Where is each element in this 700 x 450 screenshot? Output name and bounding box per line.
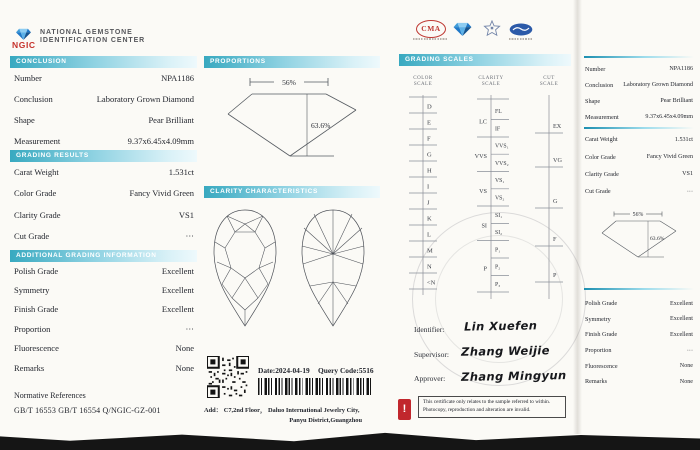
color-scale-item: J — [427, 199, 430, 207]
warning-text: This certificate only relates to the sample referred to within. Photocopy, reproduction and alteration are invalid. — [418, 396, 566, 418]
field-label: Carat Weight — [14, 166, 59, 177]
row-carat-weight — [14, 161, 194, 183]
section-header-proportions: PROPORTIONS — [204, 56, 380, 68]
brand-name — [40, 29, 145, 44]
field-value: Fancy Vivid Green — [129, 188, 194, 199]
stub-table-percent: 56% — [632, 211, 644, 218]
color-scale-item: G — [427, 151, 432, 159]
clarity-group-label: SI — [481, 222, 487, 230]
field-label: Cut Grade — [14, 231, 50, 242]
row-shape — [14, 109, 194, 130]
field-label: Polish Grade — [585, 300, 618, 308]
field-value: Pear Brilliant — [148, 114, 194, 125]
clarity-sub-item: IF — [495, 126, 501, 133]
clarity-sub-item: VS₁ — [495, 178, 505, 185]
section-header-conclusion: CONCLUSION — [10, 56, 197, 68]
row-cut-grade — [14, 226, 194, 248]
normative-refs: GB/T 16553 GB/T 16554 Q/NGIC-GZ-001 — [14, 406, 161, 415]
field-label: Shape — [14, 114, 35, 125]
brand-name-line1: NATIONAL GEMSTONE — [40, 29, 133, 36]
field-label: Finish Grade — [585, 331, 618, 339]
section-header-grading: GRADING RESULTS — [10, 150, 197, 162]
field-value: Excellent — [161, 265, 194, 276]
address-label: Add： — [204, 407, 223, 414]
oval-badge-caption — [509, 38, 533, 40]
stub-divider — [584, 56, 694, 58]
field-value: ··· — [686, 347, 693, 354]
row-measurement — [14, 130, 194, 151]
approver-signature: Zhang Mingyun — [460, 368, 567, 384]
pear-crown-diagram — [214, 210, 276, 326]
clarity-sub-item: SI₁ — [495, 212, 503, 219]
identifier-signature: Lin Xuefen — [463, 318, 538, 334]
star-badge — [483, 20, 501, 37]
field-value: Excellent — [161, 285, 194, 296]
conclusion-rows — [14, 67, 194, 151]
clarity-sub-item: FL — [495, 109, 502, 115]
fold-crease — [573, 0, 582, 434]
brand-name-line2: IDENTIFICATION CENTER — [40, 36, 146, 44]
field-value: Pear Brilliant — [660, 98, 693, 104]
field-label: Fluorescence — [585, 362, 618, 370]
field-value: Fancy Vivid Green — [646, 154, 693, 161]
field-label: Shape — [585, 97, 601, 105]
address-line2: Panyu District,Guangzhou — [289, 417, 362, 424]
additional-rows — [14, 261, 194, 377]
brand-logo-text: NGIC — [12, 40, 36, 50]
qr-code — [207, 356, 249, 398]
table-percent-label: 56% — [282, 78, 296, 87]
section-header-additional: ADDITIONAL GRADING INFORMATION — [10, 250, 197, 262]
field-label: Color Grade — [14, 188, 57, 199]
field-label: Symmetry — [585, 315, 611, 323]
photo-edge — [0, 428, 700, 450]
field-label: Cut Grade — [585, 188, 611, 196]
field-value: Excellent — [669, 316, 693, 323]
field-value: VS1 — [682, 171, 693, 178]
field-label: Measurement — [585, 113, 619, 121]
field-value: ··· — [686, 188, 693, 195]
field-value: Excellent — [161, 304, 194, 315]
cma-badge: CMA — [416, 20, 446, 38]
field-label: Proportion — [585, 347, 612, 355]
pear-pavilion-diagram — [302, 210, 364, 326]
color-scale-item: K — [427, 215, 432, 223]
row-color-grade — [14, 183, 194, 205]
clarity-sub-item: SI₂ — [495, 230, 503, 237]
field-value: NPA1186 — [161, 72, 194, 83]
stub-extra-rows — [585, 296, 693, 390]
field-label: Symmetry — [14, 285, 50, 296]
warning-icon: ! — [398, 399, 411, 420]
address-line1: Add： C7,2nd Floor， Daluo International Jewelry City, — [204, 407, 360, 414]
field-value: ··· — [185, 323, 194, 334]
stub-divider — [584, 127, 694, 129]
query-code: Query Code:5516 — [318, 366, 374, 375]
stamp-watermark — [412, 212, 586, 386]
field-value: NPA1186 — [669, 66, 693, 72]
field-value: ··· — [185, 231, 194, 242]
row-polish — [14, 261, 194, 280]
color-scale-item: M — [427, 247, 433, 255]
cut-scale-item: P — [553, 272, 557, 279]
field-label: Conclusion — [585, 81, 614, 89]
field-label: Color Grade — [585, 153, 616, 161]
field-label: Remarks — [585, 378, 607, 386]
field-label: Measurement — [14, 135, 61, 146]
clarity-sub-item: P₃ — [495, 282, 501, 288]
cut-scale-item: F — [553, 236, 557, 243]
supervisor-label: Supervisor: — [414, 350, 450, 359]
field-value: None — [679, 378, 693, 385]
cut-scale-item: VG — [553, 157, 562, 164]
diamond-badge — [453, 20, 472, 37]
row-number — [14, 67, 194, 88]
ngic-diamond-icon — [16, 26, 31, 41]
color-scale-item: H — [427, 167, 432, 175]
field-value: Laboratory Grown Diamond — [623, 82, 693, 88]
stub-divider — [584, 288, 694, 290]
field-label: Number — [585, 65, 606, 73]
row-remarks — [14, 358, 194, 377]
row-finish — [14, 300, 194, 319]
approver-label: Approver: — [414, 374, 446, 383]
cut-scale-item: G — [553, 198, 558, 205]
field-value: 1.531ct — [168, 166, 194, 177]
field-value: None — [175, 362, 194, 373]
clarity-group-label: LC — [479, 118, 487, 126]
cma-badge-caption — [413, 38, 447, 40]
normative-title: Normative References — [14, 391, 86, 400]
color-scale-title: COLOR SCALE — [413, 76, 433, 87]
row-clarity-grade — [14, 204, 194, 226]
color-scale-item: N — [427, 263, 432, 271]
field-label: Proportion — [14, 323, 51, 334]
color-scale-item: L — [427, 231, 431, 239]
identifier-label: Identifier: — [414, 325, 445, 334]
clarity-sub-item: P₂ — [495, 264, 501, 271]
barcode — [258, 378, 371, 395]
clarity-sub-item: VS₂ — [495, 195, 505, 202]
field-label: Polish Grade — [14, 265, 59, 276]
field-value: 9.37x6.45x4.09mm — [127, 135, 194, 146]
stub-info-rows — [585, 61, 693, 125]
clarity-scale-title: CLARITY SCALE — [478, 76, 504, 87]
field-value: Laboratory Grown Diamond — [96, 93, 194, 104]
stub-proportions-diagram — [592, 207, 687, 265]
field-value: None — [679, 363, 693, 370]
color-scale-item: D — [427, 103, 432, 111]
clarity-sub-item: VVS₁ — [495, 143, 509, 150]
depth-percent-label: 63.6% — [311, 121, 331, 130]
cut-scale-title: CUT SCALE — [539, 76, 559, 87]
field-value: Excellent — [669, 300, 693, 307]
field-label: Fluorescence — [14, 343, 59, 354]
issue-date: Date:2024-04-19 — [258, 366, 310, 375]
color-scale-item: F — [427, 135, 431, 143]
row-proportion — [14, 319, 194, 338]
grading-rows — [14, 161, 194, 247]
field-value: Excellent — [669, 331, 693, 338]
clarity-sub-item: VVS₂ — [495, 160, 509, 167]
color-scale-item: E — [427, 119, 431, 127]
cut-scale-item: EX — [553, 123, 562, 130]
clarity-sub-item: P₁ — [495, 247, 501, 254]
section-header-scales: GRADING SCALES — [399, 54, 571, 66]
oval-badge — [509, 23, 533, 36]
clarity-group-label: P — [483, 265, 487, 273]
field-label: Finish Grade — [14, 304, 59, 315]
clarity-group-label: VVS — [474, 153, 487, 161]
field-label: Carat Weight — [585, 136, 618, 144]
field-label: Clarity Grade — [585, 170, 619, 178]
supervisor-signature: Zhang Weijie — [460, 343, 551, 359]
field-value: VS1 — [178, 209, 194, 220]
section-header-clarity: CLARITY CHARACTERISTICS — [204, 186, 380, 198]
field-value: None — [175, 343, 194, 354]
row-fluorescence — [14, 339, 194, 358]
field-label: Conclusion — [14, 93, 53, 104]
clarity-characteristics-diagram — [210, 204, 375, 346]
color-scale-item: I — [427, 183, 430, 191]
field-value: 1.531ct — [674, 136, 693, 143]
field-label: Remarks — [14, 362, 45, 373]
address-block — [204, 406, 376, 426]
proportions-diagram — [210, 72, 375, 168]
color-scale-item: <N — [427, 279, 436, 287]
field-value: 9.37x6.45x4.09mm — [645, 114, 693, 120]
stub-depth-percent: 63.6% — [650, 236, 665, 242]
clarity-group-label: VS — [479, 187, 487, 195]
stub-grade-rows — [585, 131, 693, 201]
row-conclusion — [14, 88, 194, 109]
field-label: Clarity Grade — [14, 209, 61, 220]
field-label: Number — [14, 72, 42, 83]
row-symmetry — [14, 280, 194, 299]
